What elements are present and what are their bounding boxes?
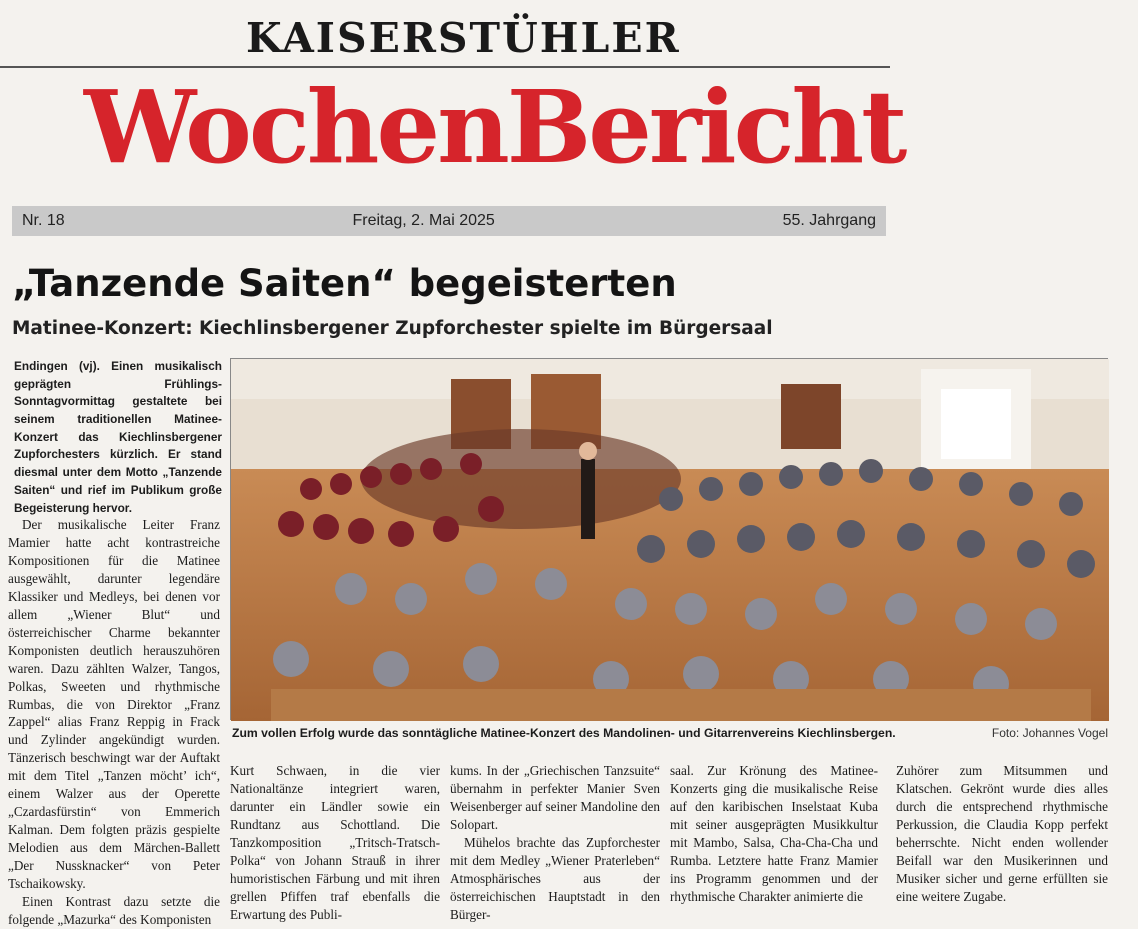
article-subheadline: Matinee-Konzert: Kiechlinsbergener Zupforchester spielte im Bürgersaal xyxy=(12,318,773,339)
paragraph: Der musikalische Leiter Franz Mamier hatte acht kontrastreiche Kompositionen für die Matinee ausgewählt, darunter legendäre Klassiker und Medleys, bei denen vor allem „Wiener Blut“ und österreichischer Charme bekannter Komponisten deutlich herauszuhören waren. Dazu zählten Walzer, Tangos, Polkas, Sweeten und rhythmische Rumbas, die von Direktor „Franz Zappel“ alias Franz Reppig in Frack und Zylinder angekündigt wurden. Tänzerisch beschwingt war der Auftakt mit dem Titel „Tanzen möcht’ ich“, einem Walzer aus der Operette „Czardasfürstin“ von Emmerich Kalman. Dem folgten präzis gespielte Melodien aus dem Märchen-Ballett „Der Nussknacker“ von Peter Tschaikowsky. xyxy=(8,517,220,892)
concert-photo-illustration xyxy=(231,359,1109,721)
text-column-3 xyxy=(450,762,660,924)
concert-photo xyxy=(230,358,1108,720)
text-column-4 xyxy=(670,762,878,906)
text-column-5 xyxy=(896,762,1108,906)
text-column-2 xyxy=(230,762,440,924)
paragraph: Zuhörer zum Mitsummen und Klatschen. Gekrönt wurde dies alles durch die entsprechend rhythmische Perkussion, die Claudia Kopp perfekt beherrschte. Nicht enden wollender Beifall war den Musikerinnen und Musiker sicher und gerne erfüllten sie eine weitere Zugabe. xyxy=(896,763,1108,904)
paragraph: kums. In der „Griechischen Tanzsuite“ übernahm in perfekter Manier Sven Weisenberger auf seiner Mandoline den Solopart. xyxy=(450,763,660,832)
paragraph: Einen Kontrast dazu setzte die folgende „Mazurka“ des Komponisten xyxy=(8,894,220,927)
photo-caption: Zum vollen Erfolg wurde das sonntägliche Matinee-Konzert des Mandolinen- und Gitarrenvereins Kiechlinsbergen. xyxy=(232,726,896,740)
masthead-date-bar xyxy=(12,206,886,236)
text-column-1 xyxy=(8,516,220,929)
paragraph: Kurt Schwaen, in die vier Nationaltänze integriert waren, darunter ein Ländler sowie ein Rundtanz aus Schottland. Die Tanzkomposition „Tritsch-Tratsch-Polka“ von Johann Strauß in ihrer humoristischen Färbung und mit ihren grellen Pfiffen traf ebenfalls die Erwartung des Publi- xyxy=(230,763,440,922)
paragraph: Mühelos brachte das Zupforchester mit dem Medley „Wiener Praterleben“ Atmosphärisches aus der österreichischen Hauptstadt in den Bürger- xyxy=(450,834,660,922)
volume-number: 55. Jahrgang xyxy=(782,212,876,229)
photo-credit: Foto: Johannes Vogel xyxy=(991,726,1108,740)
article-lead: Endingen (vj). Einen musikalisch geprägten Frühlings-Sonntagvormittag gestaltete bei seinem traditionellen Matinee-Konzert das Kiechlinsbergener Zupforchesters kürzlich. Er stand diesmal unter dem Motto „Tanzende Saiten“ und rief im Publikum große Begeisterung hervor. xyxy=(14,359,222,515)
issue-number: Nr. 18 xyxy=(22,212,65,229)
article-headline: „Tanzende Saiten“ begeisterten xyxy=(12,262,677,305)
photo-caption-row xyxy=(232,726,1108,740)
issue-date: Freitag, 2. Mai 2025 xyxy=(352,212,495,229)
masthead-kicker: KAISERSTÜHLER xyxy=(246,14,681,62)
paragraph: saal. Zur Krönung des Matinee-Konzerts ging die musikalische Reise auf den karibischen Inselstaat Kuba mit seiner ausgeprägten Musikkultur mit Mambo, Salsa, Cha-Cha-Cha und Rumba. Letztere hatte Franz Mamier ins Programm genommen und der rhythmische Charakter animierte die xyxy=(670,763,878,904)
masthead-title: WochenBericht xyxy=(84,68,905,186)
